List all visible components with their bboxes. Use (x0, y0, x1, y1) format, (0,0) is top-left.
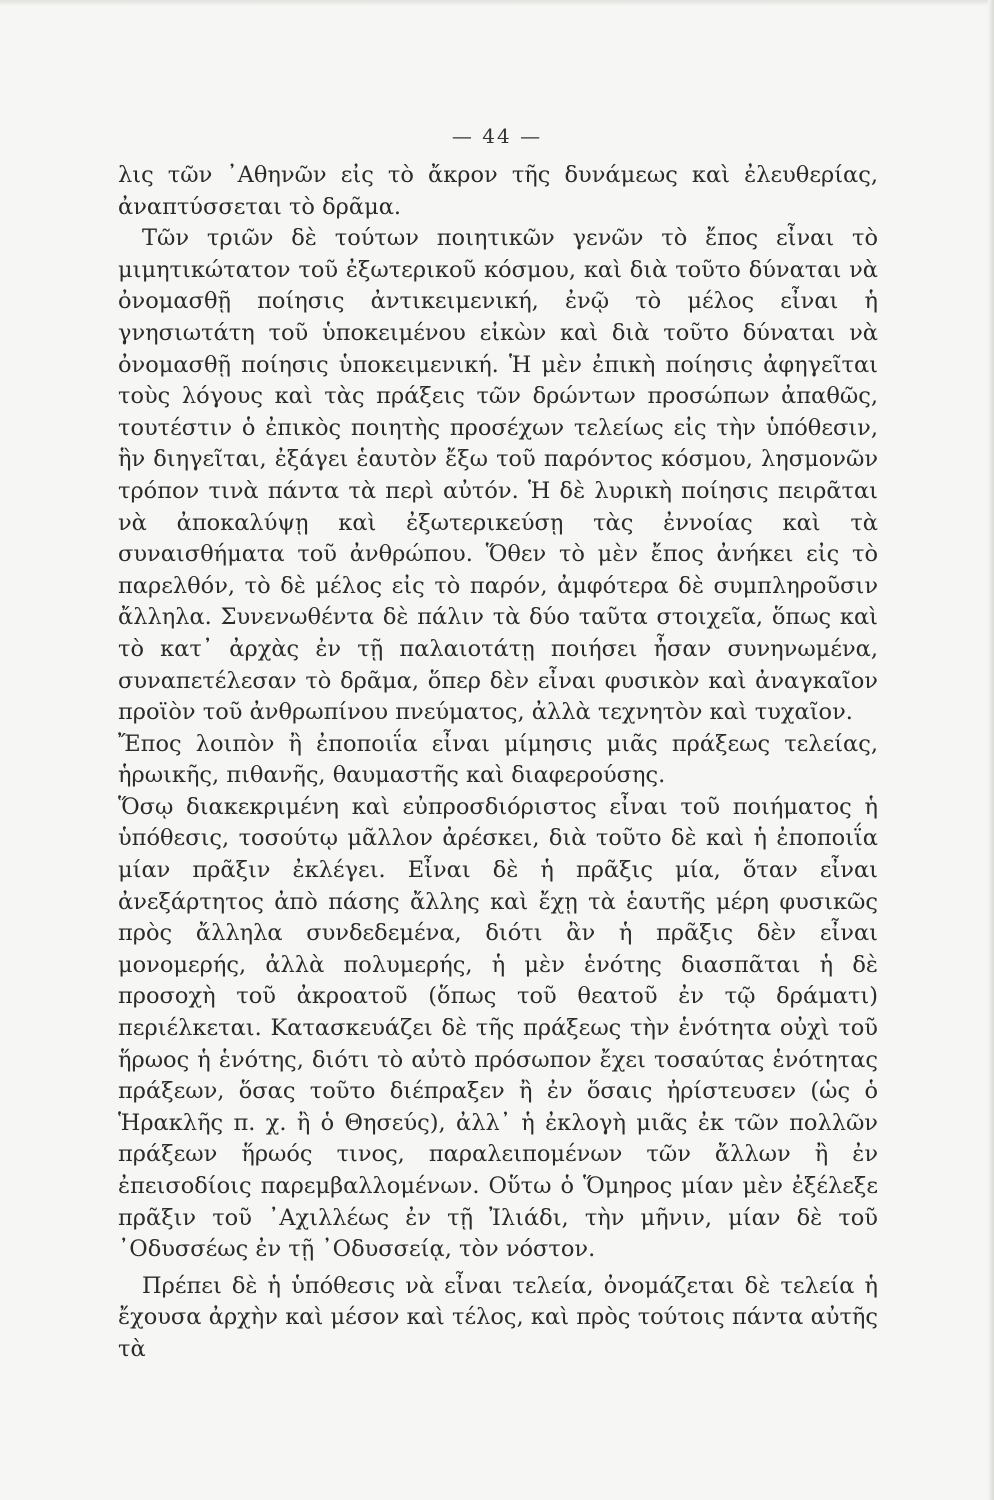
page-number: — 44 — (451, 124, 543, 148)
paragraph-poetic-genres: Τῶν τριῶν δὲ τούτων ποιητικῶν γενῶν τὸ ἔπος εἶναι τὸ μιμητικώτατον τοῦ ἐξωτερικοῦ κόσμου, καὶ διὰ τοῦτο δύναται νὰ ὀνομασθῇ ποίησις ἀντικειμενική, ἐνῷ τὸ μέλος εἶναι ἡ γνησιωτάτη τοῦ ὑποκειμένου εἰκὼν καὶ διὰ τοῦτο δύναται νὰ ὀνομασθῇ ποίησις ὑποκειμενική. Ἡ μὲν ἐπικὴ ποίησις ἀφηγεῖται τοὺς λόγους καὶ τὰς πράξεις τῶν δρώντων προσώπων ἀπαθῶς, τουτέστιν ὁ ἐπικὸς ποιητὴς προσέχων τελείως εἰς τὴν ὑπόθεσιν, ἣν διηγεῖται, ἐξάγει ἑαυτὸν ἔξω τοῦ παρόντος κόσμου, λησμονῶν τρόπον τινὰ πάντα τὰ περὶ αὐτόν. Ἡ δὲ λυρικὴ ποίησις πειρᾶται νὰ ἀποκαλύψῃ καὶ ἐξωτερικεύσῃ τὰς ἐννοίας καὶ τὰ συναισθήματα τοῦ ἀνθρώπου. Ὅθεν τὸ μὲν ἔπος ἀνήκει εἰς τὸ παρελθόν, τὸ δὲ μέλος εἰς τὸ παρόν, ἀμφότερα δὲ συμπληροῦσιν ἄλληλα. Συνενωθέντα δὲ πάλιν τὰ δύο ταῦτα στοιχεῖα, ὅπως καὶ τὸ κατ᾽ ἀρχὰς ἐν τῇ παλαιοτάτῃ ποιήσει ἦσαν συνηνωμένα, συναπετέλεσαν τὸ δρᾶμα, ὅπερ δὲν εἶναι φυσικὸν καὶ ἀναγκαῖον προϊὸν τοῦ ἀνθρωπίνου πνεύματος, ἀλλὰ τεχνητὸν καὶ τυχαῖον. (118, 225, 878, 726)
paragraph-complete-subject: Πρέπει δὲ ἡ ὑπόθεσις νὰ εἶναι τελεία, ὀνομάζεται δὲ τελεία ἡ ἔχουσα ἀρχὴν καὶ μέσον καὶ τέλος, καὶ πρὸς τούτοις πάντα αὐτῆς τὰ (118, 1272, 878, 1362)
page-right-edge (988, 0, 994, 1500)
paragraph-continuation: λις τῶν ᾽Αθηνῶν εἰς τὸ ἄκρον τῆς δυνάμεως καὶ ἐλευθερίας, ἀναπτύσσεται τὸ δρᾶμα. (118, 162, 878, 220)
paragraph-unity-of-action: Ὅσῳ διακεκριμένη καὶ εὐπροσδιόριστος εἶναι τοῦ ποιήματος ἡ ὑπόθεσις, τοσούτῳ μᾶλλον ἀρέσκει, διὰ τοῦτο δὲ καὶ ἡ ἐποποιΐα μίαν πρᾶξιν ἐκλέγει. Εἶναι δὲ ἡ πρᾶξις μία, ὅταν εἶναι ἀνεξάρτητος ἀπὸ πάσης ἄλλης καὶ ἔχῃ τὰ ἑαυτῆς μέρη φυσικῶς πρὸς ἄλληλα συνδεδεμένα, διότι ἂν ἡ πρᾶξις δὲν εἶναι μονομερής, ἀλλὰ πολυμερής, ἡ μὲν ἑνότης διασπᾶται ἡ δὲ προσοχὴ τοῦ ἀκροατοῦ (ὅπως τοῦ θεατοῦ ἐν τῷ δράματι) περιέλκεται. Κατασκευάζει δὲ τῆς πράξεως τὴν ἑνότητα οὐχὶ τοῦ ἥρωος ἡ ἑνότης, διότι τὸ αὐτὸ πρόσωπον ἔχει τοσαύτας ἑνότητας πράξεων, ὅσας τοῦτο διέπραξεν ἢ ἐν ὅσαις ἠρίστευσεν (ὡς ὁ Ἡρακλῆς π. χ. ἢ ὁ Θησεύς), ἀλλ᾽ ἡ ἐκλογὴ μιᾶς ἐκ τῶν πολλῶν πράξεων ἥρωός τινος, παραλειπομένων τῶν ἄλλων ἢ ἐν ἐπεισοδίοις παρεμβαλλομένων. Οὕτω ὁ Ὅμηρος μίαν μὲν ἐξέλεξε πρᾶξιν τοῦ ᾽Αχιλλέως ἐν τῇ Ἰλιάδι, τὴν μῆνιν, μίαν δὲ τοῦ ᾽Οδυσσέως ἐν τῇ ᾽Οδυσσείᾳ, τὸν νόστον. (118, 793, 878, 1263)
page-top-edge (0, 0, 994, 6)
paragraph-epic-definition: Ἔπος λοιπὸν ἢ ἐποποιΐα εἶναι μίμησις μιᾶς πράξεως τελείας, ἡρωικῆς, πιθανῆς, θαυμαστῆς καὶ διαφερούσης. (118, 730, 878, 789)
body-text (118, 160, 878, 1366)
